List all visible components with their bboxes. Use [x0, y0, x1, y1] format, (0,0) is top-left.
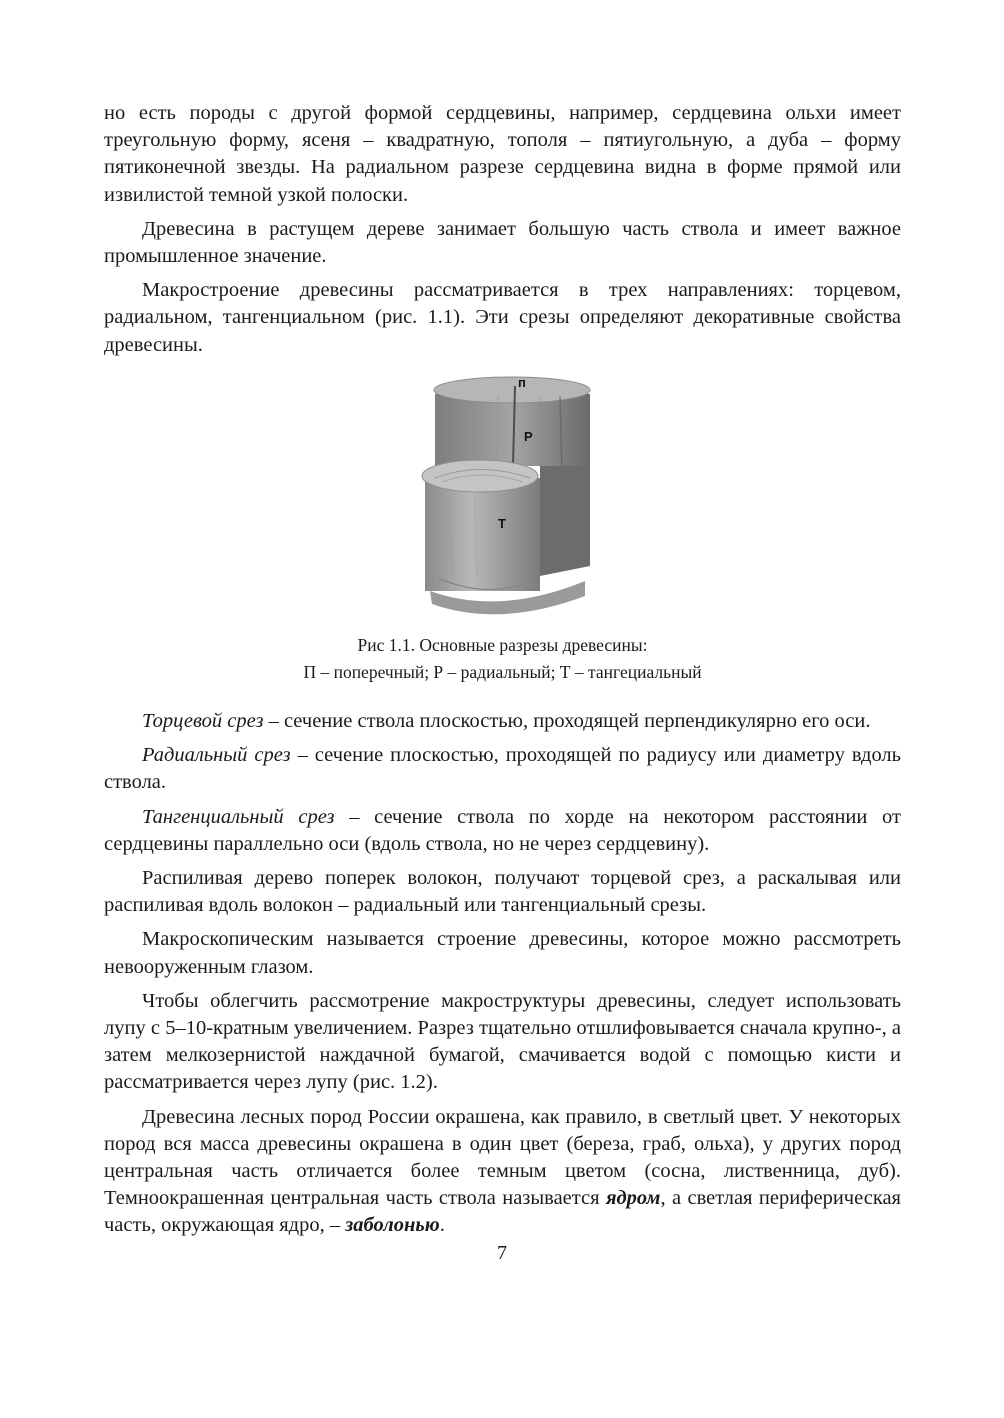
definition: Торцевой срез – сечение ствола плоскостью, проходящей перпендикулярно его оси. — [142, 710, 871, 732]
paragraph: Макростроение древесины рассматривается в трех направлениях: торцевом, радиальном, тангенциальном (рис. 1.1). Эти срезы определяют декоративные свойства древесины. — [104, 279, 901, 356]
term: Торцевой срез — [142, 710, 264, 732]
label-t: Т — [498, 516, 506, 531]
paragraph: Распиливая дерево поперек волокон, получают торцевой срез, а раскалывая или распиливая вдоль волокон – радиальный или тангенциальный срезы. — [104, 867, 901, 917]
wood-sections-figure — [380, 366, 620, 628]
page-number: 7 — [497, 1242, 507, 1264]
paragraph: Чтобы облегчить рассмотрение макроструктуры древесины, следует использовать лупу с 5–10-кратным увеличением. Разрез тщательно отшлифовывается сначала крупно-, а затем мелкозернистой наждачной бумагой, смачивается водой с помощью кисти и рассматривается через лупу (рис. 1.2). — [104, 989, 901, 1094]
term-sapwood: заболонью — [345, 1214, 440, 1237]
term-core: ядром — [605, 1187, 661, 1210]
term: Радиальный срез — [142, 744, 291, 767]
definition: Тангенциальный срез – сечение ствола по хорде на некотором расстоянии от сердцевины параллельно оси (вдоль ствола, но не через сердцевину). — [104, 805, 901, 855]
figure-caption — [104, 632, 901, 686]
term: Тангенциальный срез — [142, 805, 335, 828]
intro-text — [104, 100, 901, 366]
label-p: п — [518, 375, 526, 390]
paragraph: Древесина лесных пород России окрашена, как правило, в светлый цвет. У некоторых пород вся масса древесины окрашена в один цвет (береза, граб, ольха), у других пород центральная часть отличается более темным цветом (сосна, лиственница, дуб). Темноокрашенная центральная часть ствола называется ядром, а светлая периферическая часть, окружающая ядро, – заболонью. — [104, 1105, 901, 1237]
caption-line: П – поперечный; Р – радиальный; Т – тангециальный — [303, 662, 702, 682]
paragraph: Древесина в растущем дереве занимает большую часть ствола и имеет важное промышленное значение. — [104, 217, 901, 268]
paragraph: Макроскопическим называется строение древесины, которое можно рассмотреть невооруженным глазом. — [104, 928, 901, 978]
caption-line: Рис 1.1. Основные разрезы древесины: — [357, 635, 648, 655]
definition: Радиальный срез – сечение плоскостью, проходящей по радиусу или диаметру вдоль ствола. — [104, 744, 902, 794]
main-text — [104, 708, 901, 1247]
label-r: Р — [524, 429, 533, 444]
paragraph: но есть породы с другой формой сердцевины, например, сердцевина ольхи имеет треугольную форму, ясеня – квадратную, тополя – пятиугольную, а дуба – форму пятиконечной звезды. На радиальном разрезе сердцевина видна в форме прямой или извилистой темной узкой полоски. — [104, 102, 901, 206]
